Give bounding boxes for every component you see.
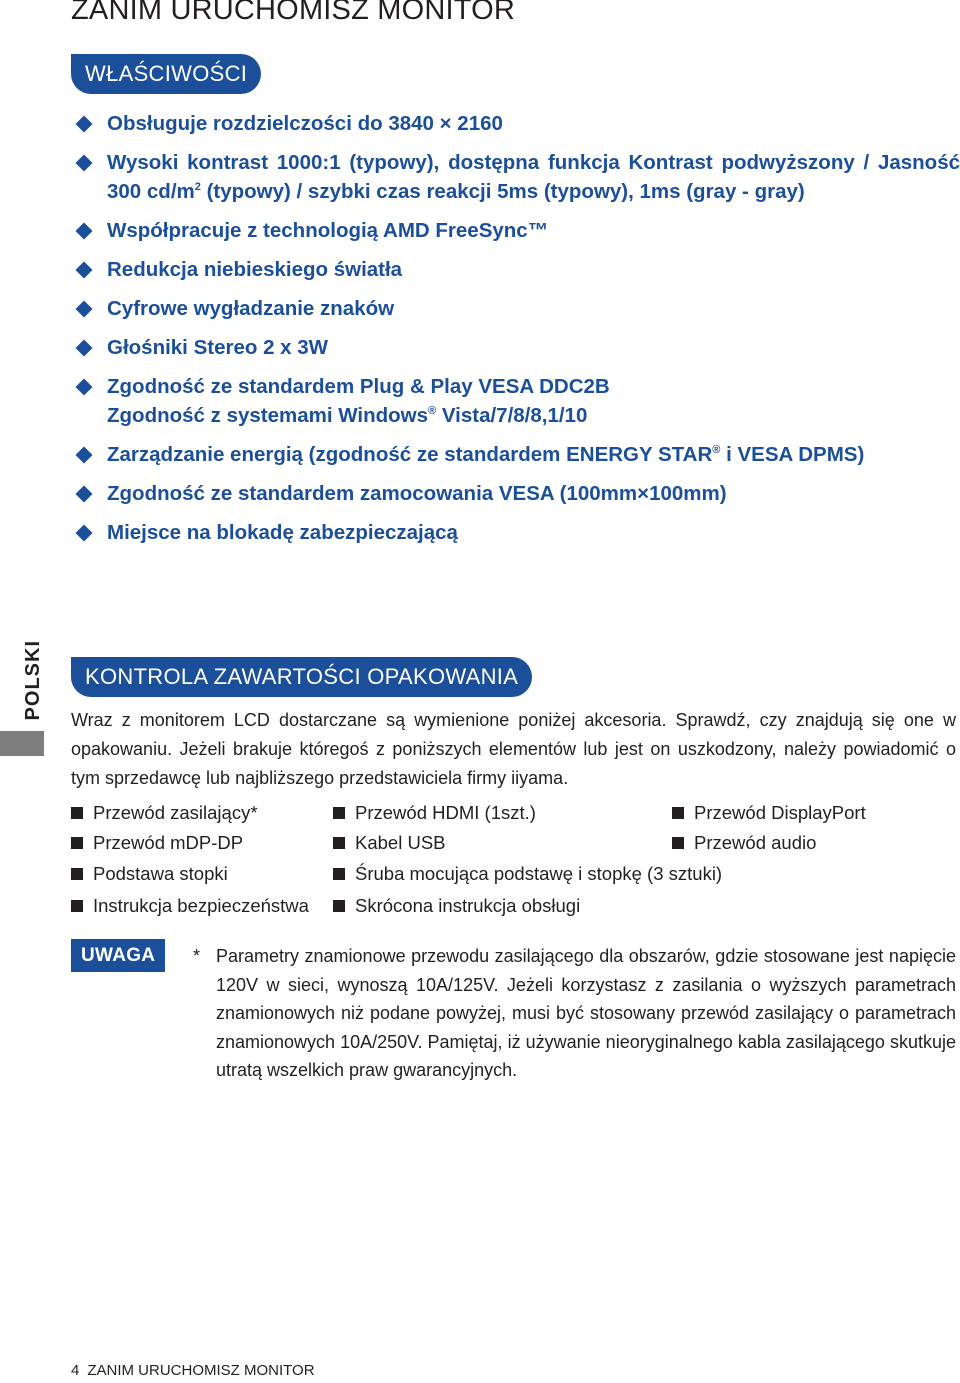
feature-text: Zgodność ze standardem zamocowania VESA (100mm×100mm) [107, 482, 727, 505]
feature-text: Redukcja niebieskiego światła [107, 258, 403, 281]
diamond-bullet-icon [76, 525, 93, 542]
list-item [672, 802, 866, 824]
square-bullet-icon [672, 837, 684, 849]
language-tab: POLSKI [22, 640, 44, 721]
list-item [333, 895, 580, 917]
feature-text: Obsługuje rozdzielczości do 3840 × 2160 [107, 112, 503, 135]
list-item [333, 802, 536, 824]
item-label: Przewód zasilający* [93, 802, 258, 823]
item-label: Instrukcja bezpieczeństwa [93, 895, 309, 916]
registered-mark: ® [712, 444, 721, 456]
square-bullet-icon [71, 807, 83, 819]
list-item [71, 802, 258, 824]
diamond-bullet-icon [76, 223, 93, 240]
package-intro: Wraz z monitorem LCD dostarczane są wymienione poniżej akcesoria. Sprawdź, czy znajdują się one w opakowaniu. Jeżeli brakuje któregoś z poniższych elementów lub jest on uszkodzony, należy powiadomić o tym sprzedawcę lub najbliższego przedstawiciela firmy iiyama. [71, 710, 956, 788]
item-label: Przewód audio [694, 832, 817, 853]
list-item [76, 109, 960, 138]
feature-text: Vista/7/8/8,1/10 [436, 404, 588, 427]
list-item [333, 863, 722, 885]
item-label: Skrócona instrukcja obsługi [355, 895, 581, 916]
diamond-bullet-icon [76, 447, 93, 464]
square-bullet-icon [333, 837, 345, 849]
diamond-bullet-icon [76, 301, 93, 318]
page-footer [71, 1362, 315, 1379]
feature-text: Miejsce na blokadę zabezpieczającą [107, 521, 458, 544]
list-item [672, 832, 816, 854]
feature-text: Cyfrowe wygładzanie znaków [107, 297, 395, 320]
square-bullet-icon [333, 868, 345, 880]
diamond-bullet-icon [76, 486, 93, 503]
registered-mark: ® [428, 405, 437, 417]
list-item [71, 895, 309, 917]
feature-text: Zarządzanie energią (zgodność ze standardem ENERGY STAR [107, 443, 713, 466]
page-number: 4 [71, 1362, 80, 1379]
list-item [71, 832, 243, 854]
item-label: Przewód DisplayPort [694, 802, 866, 823]
item-label: Śruba mocująca podstawę i stopkę (3 sztuki) [355, 863, 723, 884]
item-label: Przewód mDP-DP [93, 832, 244, 853]
square-bullet-icon [71, 837, 83, 849]
diamond-bullet-icon [76, 340, 93, 357]
feature-text: (typowy) / szybki czas reakcji 5ms (typowy), 1ms (gray - gray) [200, 180, 805, 203]
features-list [76, 109, 960, 557]
square-bullet-icon [333, 900, 345, 912]
diamond-bullet-icon [76, 379, 93, 396]
page-title: ZANIM URUCHOMISZ MONITOR [71, 0, 516, 26]
diamond-bullet-icon [76, 116, 93, 133]
feature-text: Współpracuje z technologią AMD FreeSync™ [107, 219, 549, 242]
list-item [76, 479, 960, 508]
square-bullet-icon [333, 807, 345, 819]
list-item [76, 333, 960, 362]
square-bullet-icon [71, 868, 83, 880]
list-item [76, 518, 960, 547]
superscript: 2 [194, 181, 201, 193]
footer-title: ZANIM URUCHOMISZ MONITOR [87, 1362, 315, 1379]
square-bullet-icon [672, 807, 684, 819]
list-item [76, 372, 960, 430]
list-item [76, 294, 960, 323]
diamond-bullet-icon [76, 262, 93, 279]
item-label: Kabel USB [355, 832, 446, 853]
list-item [76, 440, 960, 469]
feature-text: i VESA DPMS) [720, 443, 865, 466]
list-item [76, 216, 960, 245]
package-heading: KONTROLA ZAWARTOŚCI OPAKOWANIA [71, 657, 532, 697]
list-item [71, 863, 228, 885]
feature-text: Głośniki Stereo 2 x 3W [107, 336, 329, 359]
feature-text: Wysoki kontrast 1000:1 (typowy), dostępna funkcja Kontrast podwyższony / Jasność 300 cd/m [107, 151, 960, 203]
diamond-bullet-icon [76, 155, 93, 172]
language-tab-bar [0, 731, 44, 756]
square-bullet-icon [71, 900, 83, 912]
list-item [333, 832, 446, 854]
item-label: Podstawa stopki [93, 863, 228, 884]
note-label: UWAGA [71, 939, 165, 972]
note-text: Parametry znamionowe przewodu zasilającego dla obszarów, gdzie stosowane jest napięcie 120V w sieci, wynoszą 10A/125V. Jeżeli korzystasz z zasilania o wyższych parametrach znamionowych niż podane powyżej, musi być stosowany przewód zasilający o parametrach znamionowych 10A/250V. Pamiętaj, iż używanie nieoryginalnego kabla zasilającego skutkuje utratą wszelkich praw gwarancyjnych. [216, 946, 956, 1080]
item-label: Przewód HDMI (1szt.) [355, 802, 536, 823]
note-marker: * [193, 946, 201, 966]
list-item [76, 255, 960, 284]
feature-text: Zgodność ze standardem Plug & Play VESA DDC2B [107, 375, 610, 398]
features-heading: WŁAŚCIWOŚCI [71, 54, 261, 94]
list-item [76, 148, 960, 206]
feature-text: Zgodność z systemami Windows [107, 404, 429, 427]
